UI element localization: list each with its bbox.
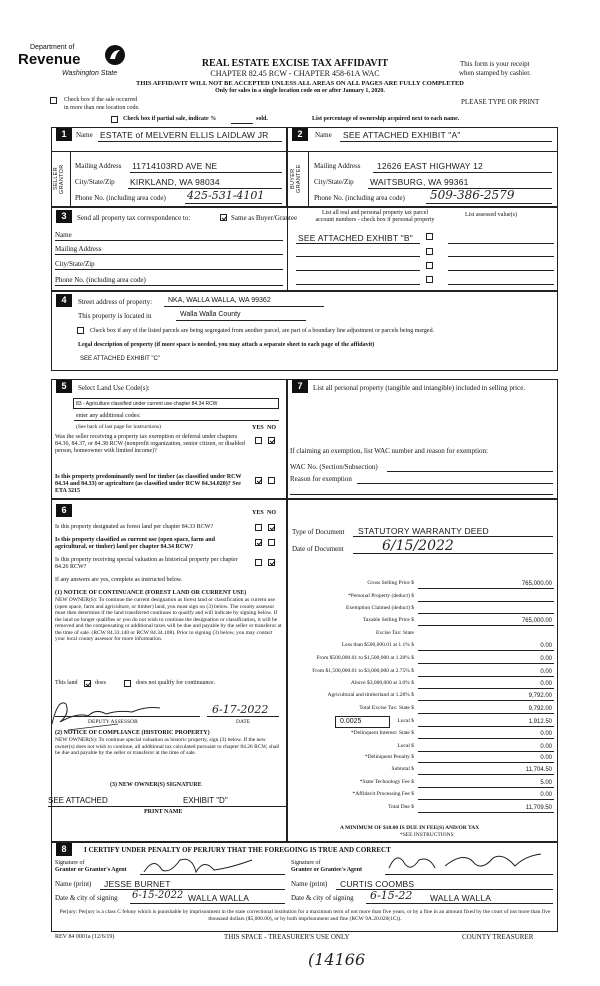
grantor-sig-label-1: Signature of [55, 860, 85, 866]
tax-row-line [418, 751, 554, 752]
s6-q3-yes-checkbox[interactable] [255, 559, 262, 566]
tax-row-value[interactable]: 9,792.00 [528, 693, 552, 699]
tax-row-label: *Personal Property (deduct) $ [348, 593, 414, 599]
notice-continuance-body: NEW OWNER(S): To continue the current designation as forest land or classification as current use (open space, farm and agriculture, or timber) land, you must sign on (3) below. The county assessor must then determine if the land transferred continues to qualify and will indicate by signing below. If the land no longer qualifies or you do not wish to continue the designation or classification, it will be removed and the compensating or additional taxes will be due and payable by the seller or transferor at the time of sale. (RCW 84.33.140 or RCW 84.34.108). Prior to signing (3) below, you may contact your local county assessor for more information. [55, 597, 282, 642]
s5-q2-yes-checkbox[interactable] [255, 477, 262, 484]
seller-mailing-label: Mailing Address [75, 162, 122, 170]
seller-city[interactable]: KIRKLAND, WA 98034 [130, 177, 220, 187]
tax-row-line [418, 625, 554, 626]
grantor-date-city-label: Date & city of signing [55, 894, 118, 902]
grantor-sign-city[interactable]: WALLA WALLA [188, 893, 250, 903]
tax-row-label: Less than $500,000.01 at 1.1% $ [341, 642, 414, 648]
tax-row-value[interactable]: 9,792.00 [528, 706, 552, 712]
buyer-mailing-label: Mailing Address [314, 162, 361, 170]
s6-question-1: Is this property designated as forest land per chapter 84.33 RCW? [55, 524, 214, 530]
grantee-signature [385, 846, 545, 876]
located-in-label: This property is located in [78, 312, 152, 320]
grantee-sig-label-2: Grantee or Grantee's Agent [291, 867, 363, 873]
section-1-number: 1 [56, 128, 72, 141]
partial-sale-pct-line [231, 123, 253, 124]
logo-washington: Washington State [62, 70, 118, 77]
seller-name[interactable]: ESTATE of MELVERN ELLIS LAIDLAW JR [100, 130, 269, 140]
buyer-city[interactable]: WAITSBURG, WA 99361 [370, 177, 469, 187]
additional-codes-label: enter any additional codes: [76, 413, 141, 419]
notice-compliance-body: NEW OWNER(S): To continue special valuation as historic property, sign (3) below. If the new owner(s) does not wish to continue, all additional tax calculated pursuant to chapter 84.26 RCW, shall be due and payable by the seller or transferor at the time of sale. [55, 737, 280, 756]
s6-q3-no-checkbox[interactable] [268, 559, 275, 566]
seller-grantor-side-label: SELLER GRANTOR [53, 164, 65, 194]
section-5-number: 5 [56, 380, 72, 393]
parcel-number-1[interactable]: SEE ATTACHED EXHIBT "B" [298, 233, 414, 243]
parcel-header-1: List all real and personal property tax parcel [321, 210, 429, 216]
tax-row-value[interactable]: 0.00 [540, 681, 552, 687]
grantee-print-name[interactable]: CURTIS COOMBS [340, 879, 415, 889]
buyer-phone-label: Phone No. (including area code) [314, 194, 405, 202]
section-12-divider [51, 151, 558, 152]
tax-row-value[interactable]: 0.00 [540, 792, 552, 798]
pct-ownership-label: List percentage of ownership acquired next to each name. [312, 116, 460, 122]
tax-row-line [418, 738, 554, 739]
tax-row-line [418, 601, 554, 602]
doc-date-label: Date of Document [292, 545, 344, 553]
tax-row-label: Gross Selling Price $ [367, 580, 414, 586]
s5-question-1: Was the seller receiving a property tax exemption or deferral under chapters 84.36, 84.37, or 84.38 RCW (nonprofit organization, senior citizen, or disabled person, homeowner with limited income)? [55, 434, 245, 454]
land-does-checkbox[interactable] [84, 680, 91, 687]
tax-row-label: Excise Tax: State [375, 630, 414, 636]
tax-row-label: *Affidavit Processing Fee $ [352, 791, 414, 797]
assessor-date-label: DATE [236, 719, 251, 725]
s6-question-2: Is this property classified as current use (open space, farm and agricultural, or timber) land per chapter 84.34 RCW? [55, 537, 215, 550]
assessor-date[interactable]: 6-17-2022 [212, 703, 269, 716]
tax-row-label: From $500,000.01 to $1,500,000 at 1.28% $ [316, 655, 414, 661]
tax-row-line [418, 588, 554, 589]
parcel-2-personal-checkbox[interactable] [426, 248, 433, 255]
wac-label: WAC No. (Section/Subsection) [290, 463, 378, 471]
partial-sale-label: Check box if partial sale, indicate % [123, 116, 217, 122]
section-8-number: 8 [56, 843, 72, 856]
section-7-number: 7 [292, 380, 308, 393]
tax-row-value[interactable]: 0.00 [540, 744, 552, 750]
parcel-3-personal-checkbox[interactable] [426, 262, 433, 269]
corr-phone-label: Phone No. (including area code) [55, 276, 146, 284]
tax-row-label: Exemption Claimed (deduct) $ [346, 605, 414, 611]
same-as-buyer-label: Same as Buyer/Grantee [231, 214, 298, 222]
buyer-mailing[interactable]: 12626 EAST HIGHWAY 12 [377, 161, 483, 171]
s6-q2-no-checkbox[interactable] [268, 539, 275, 546]
send-correspondence-label: Send all property tax correspondence to: [77, 214, 191, 222]
parcel-1-personal-checkbox[interactable] [426, 233, 433, 240]
new-owner-see-attached[interactable]: SEE ATTACHED [48, 796, 108, 805]
tax-row-value[interactable]: 1,912.50 [528, 719, 552, 725]
form-notice: THIS AFFIDAVIT WILL NOT BE ACCEPTED UNLESS ALL AREAS ON ALL PAGES ARE FULLY COMPLETED [136, 80, 464, 87]
s5-q2-no-checkbox[interactable] [268, 477, 275, 484]
new-owner-exhibit-d[interactable]: EXHIBIT "D" [183, 796, 228, 805]
assessor-signature [48, 694, 168, 734]
grantee-sign-city[interactable]: WALLA WALLA [430, 893, 492, 903]
s6-question-3: Is this property receiving special valuation as historical property per chapter 84.26 RCW? [55, 557, 238, 570]
section-2-number: 2 [292, 128, 308, 141]
see-back-note: (See back of last page for instructions) [76, 424, 161, 430]
grantor-sign-date[interactable]: 6-15-2022 [132, 890, 184, 901]
logo-mark-icon [104, 44, 126, 66]
tax-row-value[interactable]: 0.00 [540, 643, 552, 649]
same-as-buyer-checkbox[interactable] [220, 214, 227, 221]
grantee-date-city-label: Date & city of signing [291, 894, 354, 902]
handwritten-note: (14166 [308, 950, 366, 969]
corr-name-label: Name [55, 231, 72, 239]
form-title: REAL ESTATE EXCISE TAX AFFIDAVIT [201, 58, 389, 69]
seller-name-label: Name [76, 131, 93, 139]
tax-row-line [418, 650, 554, 651]
form-subtitle: CHAPTER 82.45 RCW - CHAPTER 458-61A WAC [210, 69, 380, 78]
s5-q1-no-checkbox[interactable] [268, 437, 275, 444]
dor-logo [18, 44, 128, 84]
tax-row-value[interactable]: 0.00 [540, 656, 552, 662]
tax-row-line [418, 787, 554, 788]
seller-phone[interactable]: 425-531-4101 [187, 189, 265, 202]
s6-if-yes: If any answers are yes, complete as instructed below. [55, 577, 183, 583]
s6-q1-no-checkbox[interactable] [268, 524, 275, 531]
tax-row-value[interactable]: 0.00 [540, 669, 552, 675]
personal-property-label: List all personal property (tangible and intangible) included in selling price. [313, 384, 526, 392]
segregated-label: Check box if any of the listed parcels are being segregated from another parcel, are part of a boundary line adjustment or parcels being merged. [90, 328, 435, 334]
multi-location-label-2: in more than one location code. [64, 105, 140, 111]
see-instructions-note: *SEE INSTRUCTIONS [400, 832, 454, 838]
local-rate[interactable]: 0.0025 [340, 718, 362, 725]
deputy-assessor-label: DEPUTY ASSESSOR [88, 719, 138, 725]
tax-row-value[interactable]: 765,000.00 [521, 581, 552, 587]
reason-label: Reason for exemption [290, 475, 352, 483]
tax-row-label: *Delinquent Penalty $ [364, 754, 414, 760]
tax-row-line [418, 713, 554, 714]
section-3-number: 3 [56, 210, 72, 223]
section-6-number: 6 [56, 504, 72, 517]
notice-continuance-title: (1) NOTICE OF CONTINUANCE (FOREST LAND OR CURRENT USE) [55, 590, 247, 596]
buyer-city-label: City/State/Zip [314, 178, 354, 186]
legal-description[interactable]: SEE ATTACHED EXHIBIT "C" [80, 356, 160, 362]
doc-type-label: Type of Document [292, 528, 345, 536]
tax-row-line [418, 613, 554, 614]
section-4-number: 4 [56, 294, 72, 307]
s5-no-header: NO [267, 425, 276, 431]
s6-yes-header: YES [252, 510, 264, 516]
tax-row-line [418, 688, 554, 689]
new-owner-sig-label: (3) NEW OWNER(S) SIGNATURE [110, 782, 202, 788]
perjury-statement: Perjury: Perjury is a class C felony which is punishable by imprisonment in the state correctional institution for a maximum term of not more than five years, or by a fine in an amount fixed by the court of not more than five thousand dollars ($5,000.00), or by both imprisonment and fine (RCW 9A.20.020(1C)). [59, 909, 551, 922]
segregated-checkbox[interactable] [77, 327, 84, 334]
land-use-code[interactable]: 83 - Agriculture classified under current use chapter 84.34 RCW [76, 401, 218, 407]
grantee-name-label: Name (print) [291, 880, 328, 888]
s6-q1-yes-checkbox[interactable] [255, 524, 262, 531]
tax-row-label: Subtotal $ [391, 766, 414, 772]
seller-city-label: City/State/Zip [75, 178, 115, 186]
tax-row-value[interactable]: 0.00 [540, 755, 552, 761]
tax-row-label: From $1,500,000.01 to $3,000,000 at 2.75% $ [312, 668, 414, 674]
grantor-print-name[interactable]: JESSE BURNET [104, 879, 171, 889]
seller-mailing[interactable]: 11714103RD AVE NE [132, 161, 218, 171]
buyer-name-label: Name [315, 131, 332, 139]
form-notice-2: Only for sales in a single location code on or after January 1, 2020. [215, 88, 385, 94]
print-name-label: PRINT NAME [144, 809, 183, 815]
grantee-sign-date[interactable]: 6-15-22 [370, 889, 413, 902]
notice-compliance-title: (2) NOTICE OF COMPLIANCE (HISTORIC PROPERTY) [55, 730, 210, 736]
buyer-name[interactable]: SEE ATTACHED EXHIBIT "A" [343, 130, 461, 140]
legal-desc-label: Legal description of property (if more space is needed, you may attach a separate sheet to each page of the affidavit) [78, 342, 375, 348]
county-treasurer-label: COUNTY TREASURER [462, 933, 534, 941]
sold-label: sold. [256, 116, 268, 122]
land-does-label: does [95, 680, 106, 686]
tax-row-line [418, 676, 554, 677]
please-type-note: PLEASE TYPE OR PRINT [461, 98, 540, 106]
tax-row-value[interactable]: 0.00 [540, 731, 552, 737]
tax-row-value[interactable]: 11,704.50 [525, 767, 552, 773]
logo-revenue: Revenue [18, 51, 81, 68]
doc-date[interactable]: 6/15/2022 [382, 538, 454, 554]
tax-row-label: Local $ [397, 743, 414, 749]
s5-question-2: Is this property predominantly used for timber (as classified under RCW 84.34 and 84.33) or agriculture (as classified under RCW 84.34.020)? See ETA 3215 [55, 474, 242, 494]
tax-row-line [418, 774, 554, 775]
tax-row-line [418, 762, 554, 763]
tax-row-value[interactable]: 11,709.50 [525, 805, 552, 811]
s6-no-header: NO [267, 510, 276, 516]
doc-type[interactable]: STATUTORY WARRANTY DEED [358, 526, 489, 536]
buyer-phone[interactable]: 509-386-2579 [430, 188, 515, 202]
street-address[interactable]: NKA, WALLA WALLA, WA 99362 [168, 297, 271, 304]
located-county[interactable]: Walla Walla County [180, 311, 241, 318]
grantor-name-label: Name (print) [55, 880, 92, 888]
land-does-not-label: does not qualify for continuance. [136, 680, 216, 686]
tax-row-label: Agricultural and timberland at 1.28% $ [327, 692, 414, 698]
parcel-header-2: account numbers - check box if personal property [315, 217, 435, 223]
logo-department: Department of [30, 44, 75, 51]
partial-sale-checkbox[interactable] [111, 116, 118, 123]
tax-row-label: *State Technology Fee $ [359, 779, 414, 785]
seller-phone-label: Phone No. (including area code) [75, 194, 166, 202]
tax-row-value[interactable]: 765,000.00 [521, 618, 552, 624]
land-use-label: Select Land Use Code(s): [78, 384, 150, 392]
exemption-claim-label: If claiming an exemption, list WAC number and reason for exemption: [290, 447, 488, 455]
multi-location-checkbox[interactable] [50, 97, 57, 104]
grantee-sig-label-1: Signature of [291, 860, 321, 866]
buyer-grantee-side-label: BUYER GRANTEE [290, 164, 302, 194]
s6-q2-yes-checkbox[interactable] [255, 539, 262, 546]
receipt-note-2: when stamped by cashier. [459, 69, 531, 77]
tax-row-label: *Delinquent Interest: State $ [350, 730, 414, 736]
tax-row-label: Taxable Selling Price $ [362, 617, 414, 623]
tax-row-value[interactable]: 5.00 [540, 780, 552, 786]
multi-location-label-1: Check box if the sale occurred [64, 97, 138, 103]
form-revision: REV 84 0001a (12/6/19) [55, 934, 115, 940]
tax-row-label: Total Due $ [388, 804, 414, 810]
tax-row-line [418, 663, 554, 664]
this-land-label: This land [55, 680, 78, 686]
minimum-due-note: A MINIMUM OF $10.00 IS DUE IN FEE(S) AND/OR TAX [340, 825, 480, 831]
receipt-note-1: This form is your receipt [460, 60, 530, 68]
land-does-not-checkbox[interactable] [124, 680, 131, 687]
tax-row-line [418, 700, 554, 701]
parcel-4-personal-checkbox[interactable] [426, 276, 433, 283]
s5-yes-header: YES [252, 425, 264, 431]
tax-row-line [418, 726, 554, 727]
treasurer-use-only: THIS SPACE - TREASURER'S USE ONLY [224, 933, 350, 941]
certify-statement: I CERTIFY UNDER PENALTY OF PERJURY THAT THE FOREGOING IS TRUE AND CORRECT [84, 846, 391, 854]
street-address-label: Street address of property: [78, 298, 153, 306]
tax-row-line [418, 799, 554, 800]
tax-row-line [418, 812, 554, 813]
grantor-sig-label-2: Grantor or Grantor's Agent [55, 867, 127, 873]
assessed-value-header: List assessed value(s) [465, 212, 517, 218]
tax-row-label: Total Excise Tax: State $ [359, 705, 414, 711]
tax-row-label: Above $3,000,000 at 3.0% $ [350, 680, 414, 686]
corr-mailing-label: Mailing Address [55, 245, 102, 253]
s5-q1-yes-checkbox[interactable] [255, 437, 262, 444]
tax-row-label: Local $ [397, 718, 414, 724]
corr-city-label: City/State/Zip [55, 260, 95, 268]
